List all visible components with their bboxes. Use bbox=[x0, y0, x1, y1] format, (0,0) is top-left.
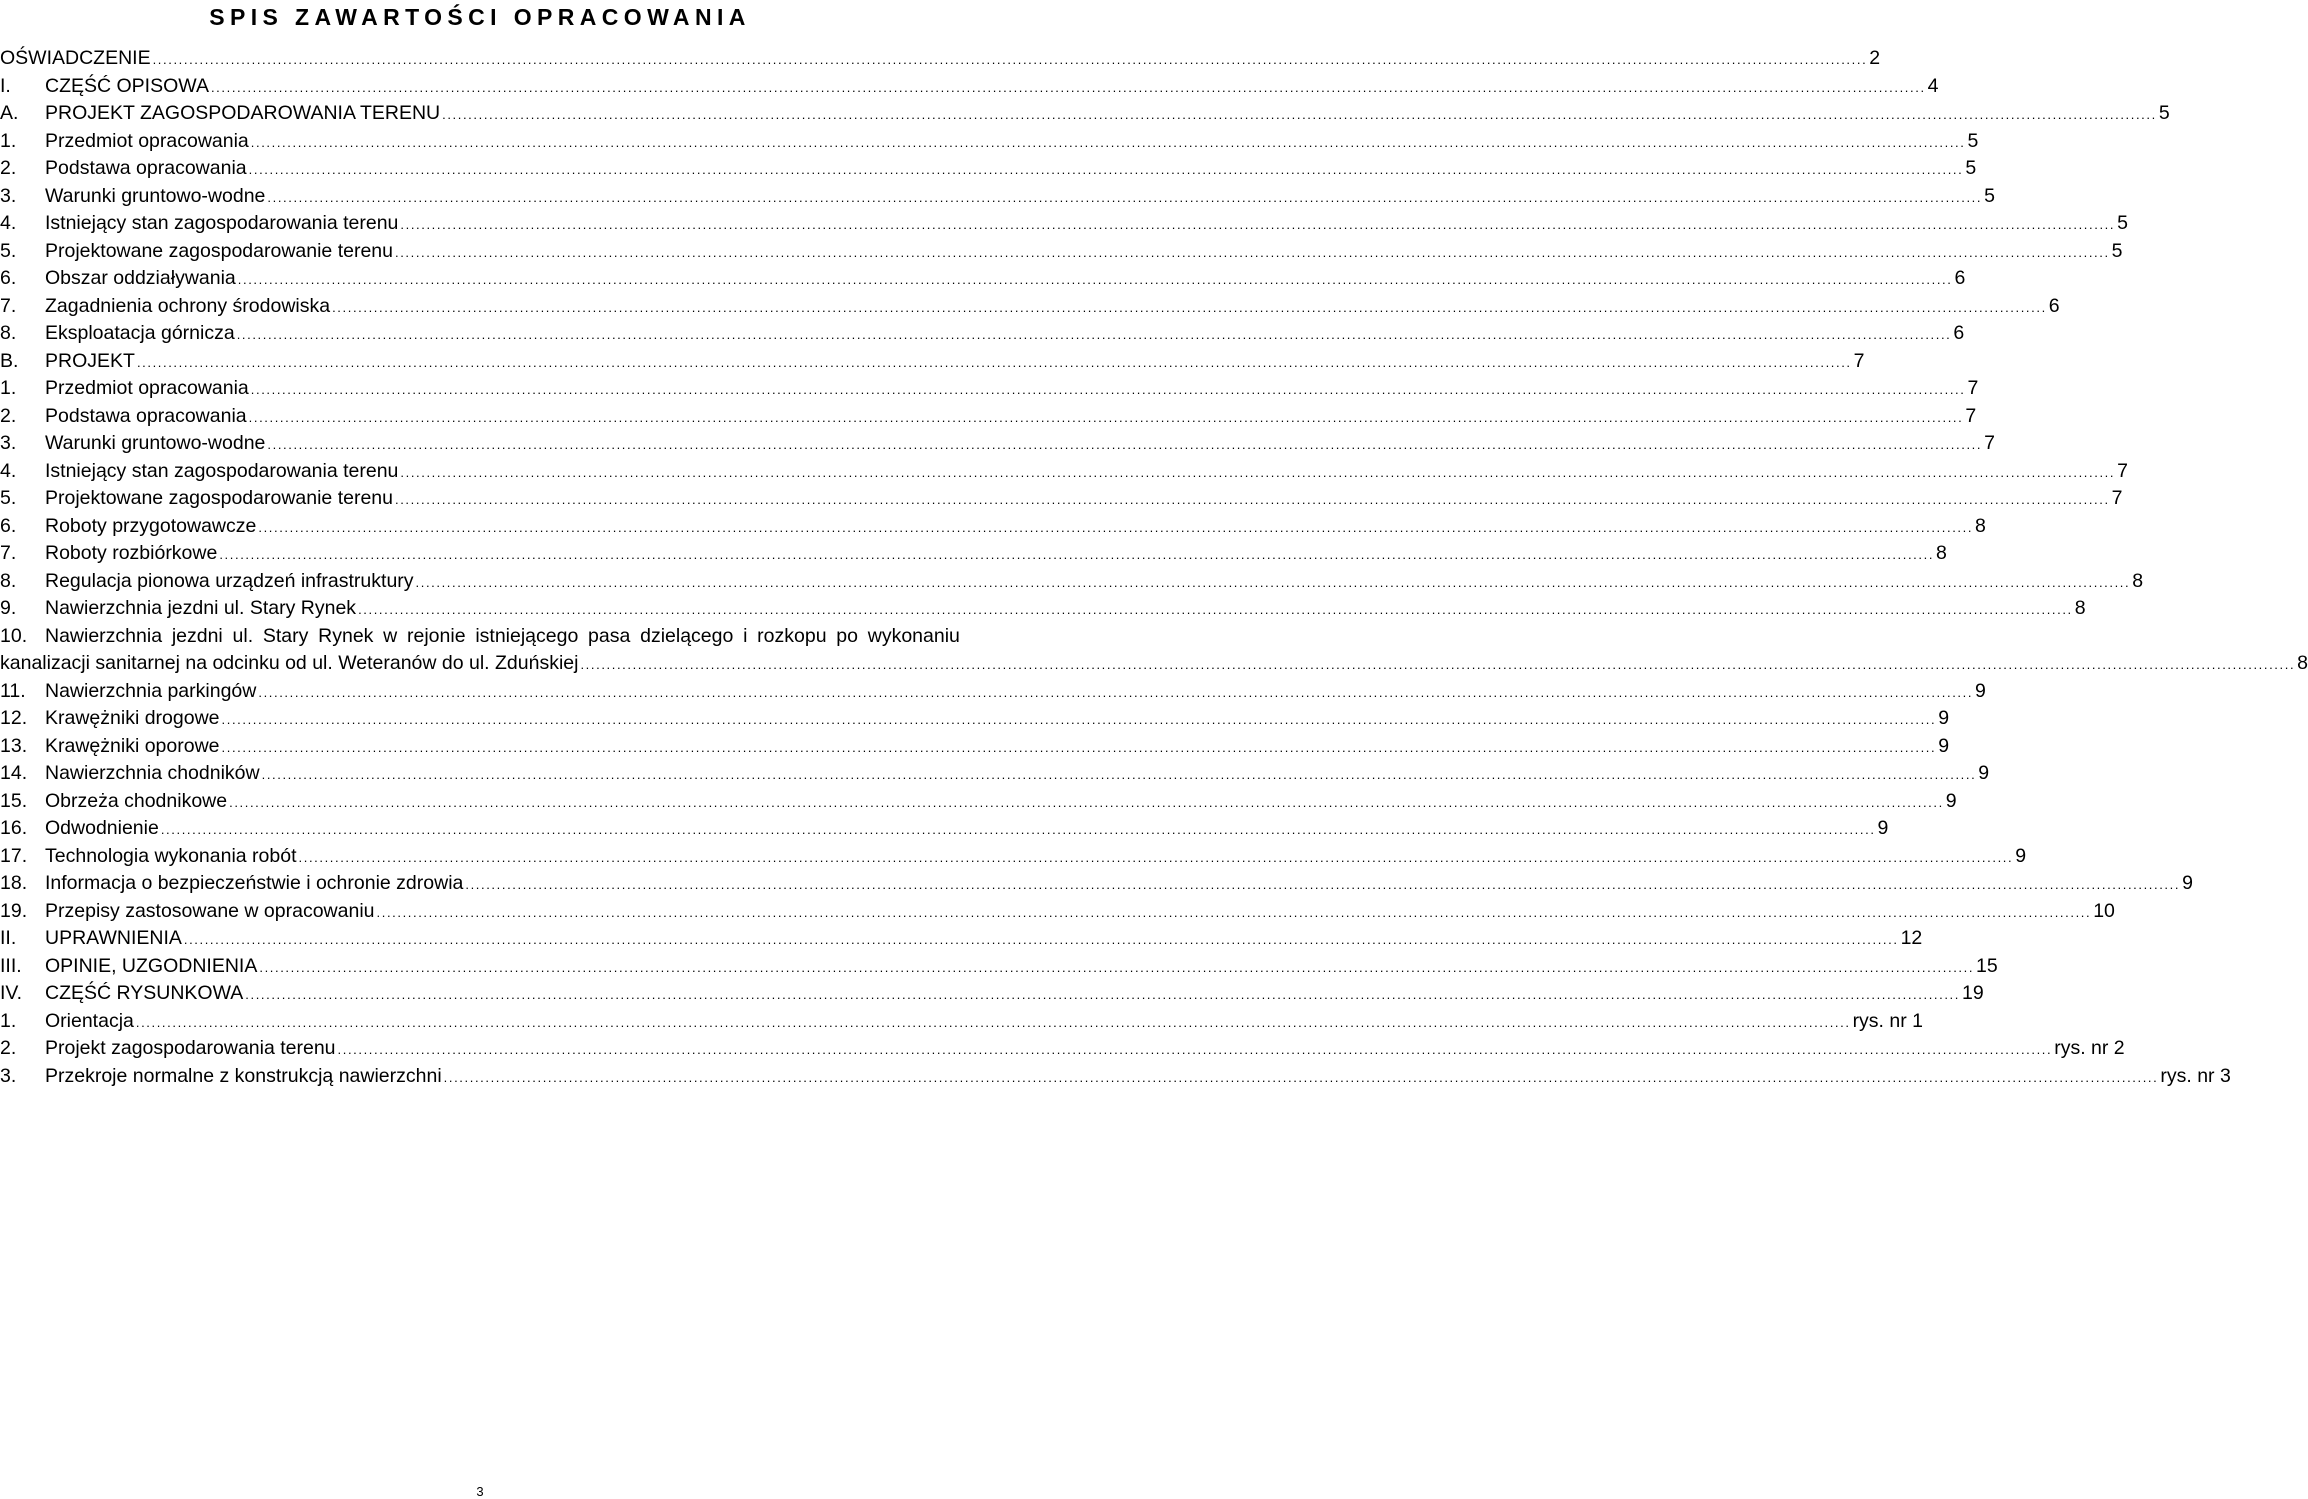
toc-entry[interactable] bbox=[0, 733, 1950, 761]
toc-entry-number: 10. bbox=[0, 624, 28, 647]
toc-entry-number: 6. bbox=[0, 267, 17, 289]
toc-entry-page: rys. nr 3 bbox=[2160, 1064, 2231, 1087]
toc-entry[interactable] bbox=[0, 348, 1865, 376]
toc-entry[interactable] bbox=[0, 293, 2060, 321]
toc-entry-word: pasa bbox=[588, 624, 631, 647]
toc-entry-page: 8 bbox=[2074, 597, 2086, 619]
toc-leader-dots bbox=[219, 541, 1934, 569]
toc-entry-word: Rynek bbox=[318, 624, 374, 647]
toc-leader-dots bbox=[229, 789, 1944, 817]
toc-entry-label: Przedmiot opracowania bbox=[45, 129, 249, 152]
toc-section-rest bbox=[0, 678, 2231, 1091]
toc-entry-page: 9 bbox=[1877, 817, 1889, 839]
toc-entry-label: Nawierzchnia parkingów bbox=[45, 679, 257, 702]
toc-leader-dots bbox=[400, 459, 2115, 487]
toc-entry[interactable] bbox=[0, 953, 1998, 981]
toc-leader-dots bbox=[442, 101, 2157, 129]
toc-entry[interactable] bbox=[0, 1035, 2125, 1063]
toc-entry-page: 6 bbox=[1954, 267, 1966, 289]
toc-entry-page: 2 bbox=[1869, 47, 1881, 69]
toc-leader-dots bbox=[400, 211, 2115, 239]
toc-entry-page: 12 bbox=[1900, 927, 1923, 949]
toc-leader-dots bbox=[153, 46, 1868, 74]
toc-entry-page: 5 bbox=[2158, 102, 2170, 124]
toc-leader-dots bbox=[332, 294, 2047, 322]
toc-entry-number: 7. bbox=[0, 294, 17, 317]
toc-entry-word: rejonie bbox=[407, 624, 466, 647]
toc-entry-number: 2. bbox=[0, 157, 17, 179]
toc-leader-dots bbox=[262, 761, 1977, 789]
toc-entry-number: 8. bbox=[0, 322, 17, 344]
toc-entry-label: Eksploatacja górnicza bbox=[45, 322, 235, 344]
toc-entry-label: Technologia wykonania robót bbox=[45, 844, 297, 867]
toc-leader-dots bbox=[258, 514, 1973, 542]
document-title: SPIS ZAWARTOŚCI OPRACOWANIA bbox=[209, 4, 751, 30]
toc-leader-dots bbox=[259, 954, 1974, 982]
toc-leader-dots bbox=[136, 1009, 1851, 1037]
toc-leader-dots bbox=[395, 486, 2110, 514]
toc-entry-label: Istniejący stan zagospodarowania terenu bbox=[45, 212, 399, 234]
toc-leader-dots bbox=[258, 679, 1973, 707]
toc-entry-page: 5 bbox=[1967, 129, 1979, 152]
toc-entry-label: Nawierzchnia jezdni ul. Stary Rynek bbox=[45, 597, 357, 619]
toc-entry[interactable] bbox=[0, 73, 1939, 101]
toc-entry[interactable] bbox=[0, 430, 1995, 458]
toc-entry-long-second-line bbox=[0, 650, 2308, 678]
toc-entry-label: Przekroje normalne z konstrukcją nawierzchni bbox=[45, 1064, 442, 1087]
toc-leader-dots bbox=[137, 349, 1852, 377]
toc-entry[interactable] bbox=[0, 265, 1966, 293]
toc-entry-label: Przepisy zastosowane w opracowaniu bbox=[45, 899, 375, 922]
toc-entry-number: A. bbox=[0, 102, 19, 124]
toc-entry-long[interactable] bbox=[0, 623, 2308, 678]
toc-entry-word: Nawierzchnia bbox=[45, 624, 163, 647]
toc-entry[interactable] bbox=[0, 403, 1977, 431]
toc-entry-page: 8 bbox=[2132, 569, 2144, 592]
toc-entry-number: II. bbox=[0, 927, 17, 949]
toc-leader-dots bbox=[338, 1036, 2053, 1064]
toc-leader-dots bbox=[249, 404, 1964, 432]
toc-entry-page: 8 bbox=[1936, 542, 1947, 564]
toc-entry[interactable] bbox=[0, 815, 1889, 843]
toc-entry-label: CZĘŚĆ RYSUNKOWA bbox=[45, 982, 244, 1004]
toc-leader-dots bbox=[251, 129, 1966, 157]
toc-entry-page: 7 bbox=[2117, 459, 2128, 482]
toc-entry-page: 9 bbox=[1938, 707, 1950, 729]
toc-entry-number: 2. bbox=[0, 404, 17, 427]
toc-entry[interactable] bbox=[0, 980, 1984, 1008]
toc-entry-page: 8 bbox=[2297, 652, 2308, 674]
toc-entry-number: 11. bbox=[0, 679, 26, 702]
toc-leader-dots bbox=[465, 871, 2180, 899]
toc-section-main bbox=[0, 45, 2170, 623]
toc-entry-label: Obrzeża chodnikowe bbox=[45, 789, 228, 812]
toc-entry-page: 7 bbox=[1984, 432, 1995, 454]
toc-entry-page: 7 bbox=[1967, 377, 1979, 399]
toc-entry-label: Projekt zagospodarowania terenu bbox=[45, 1037, 336, 1059]
toc-entry-number: 16. bbox=[0, 817, 28, 839]
toc-entry-page: 9 bbox=[1945, 789, 1957, 812]
toc-entry[interactable] bbox=[0, 238, 2123, 266]
toc-entry[interactable] bbox=[0, 705, 1950, 733]
toc-entry-label: OPINIE, UZGODNIENIA bbox=[45, 954, 258, 977]
toc-entry[interactable] bbox=[0, 568, 2144, 596]
page-number: 3 bbox=[476, 1484, 484, 1499]
toc-entry[interactable] bbox=[0, 210, 2128, 238]
toc-leader-dots bbox=[161, 816, 1876, 844]
toc-entry[interactable] bbox=[0, 870, 2193, 898]
toc-entry-label: Warunki gruntowo-wodne bbox=[45, 432, 266, 454]
toc-entry-word: po bbox=[836, 624, 858, 647]
toc-entry-number: III. bbox=[0, 954, 22, 977]
toc-leader-dots bbox=[267, 184, 1982, 212]
toc-entry[interactable] bbox=[0, 100, 2170, 128]
toc-entry-number: 9. bbox=[0, 597, 17, 619]
toc-entry[interactable] bbox=[0, 760, 1990, 788]
toc-entry-number: B. bbox=[0, 349, 19, 372]
toc-entry-page: 4 bbox=[1927, 74, 1939, 97]
toc-entry-word: w bbox=[383, 624, 398, 647]
toc-entry-page: 8 bbox=[1975, 514, 1986, 537]
toc-entry[interactable] bbox=[0, 898, 2115, 926]
toc-entry-page: 10 bbox=[2093, 899, 2115, 922]
toc-entry-number: 1. bbox=[0, 129, 17, 152]
toc-entry-page: 15 bbox=[1976, 954, 1998, 977]
toc-entry-label: Informacja o bezpieczeństwie i ochronie zdrowia bbox=[45, 872, 464, 894]
toc-entry-label: Regulacja pionowa urządzeń infrastruktury bbox=[45, 569, 414, 592]
toc-entry-label: Roboty przygotowawcze bbox=[45, 514, 257, 537]
toc-entry-label: UPRAWNIENIA bbox=[45, 927, 182, 949]
toc-leader-dots bbox=[245, 981, 1960, 1009]
toc-entry-page: 19 bbox=[1961, 982, 1984, 1004]
toc-entry-number: 2. bbox=[0, 1037, 17, 1059]
toc-leader-dots bbox=[237, 321, 1952, 349]
toc-entry-page: 5 bbox=[2117, 212, 2128, 234]
toc-entry[interactable] bbox=[0, 128, 1979, 156]
toc-entry-label: Odwodnienie bbox=[45, 817, 159, 839]
toc-entry-label: Projektowane zagospodarowanie terenu bbox=[45, 239, 393, 262]
toc-entry-label: Przedmiot opracowania bbox=[45, 377, 249, 399]
toc-entry-long-continuation: kanalizacji sanitarnej na odcinku od ul. Weteranów do ul. Zduńskiej bbox=[0, 652, 579, 674]
toc-entry-number: 1. bbox=[0, 1009, 17, 1032]
toc-entry[interactable] bbox=[0, 183, 1995, 211]
toc-entry-number: 3. bbox=[0, 1064, 17, 1087]
toc-entry-page: 9 bbox=[2015, 844, 2027, 867]
toc-entry-label: Podstawa opracowania bbox=[45, 404, 247, 427]
toc-entry-number: 14. bbox=[0, 762, 28, 784]
toc-entry-page: 9 bbox=[1978, 762, 1990, 784]
toc-entry-page: 9 bbox=[1975, 679, 1986, 702]
toc-entry-number: 19. bbox=[0, 899, 28, 922]
toc-entry-word: istniejącego bbox=[475, 624, 579, 647]
toc-entry-number: 4. bbox=[0, 212, 17, 234]
toc-entry-label: Warunki gruntowo-wodne bbox=[45, 184, 266, 207]
toc-entry[interactable] bbox=[0, 1008, 1923, 1036]
toc-entry-number: 3. bbox=[0, 184, 17, 207]
toc-entry-page: 6 bbox=[1953, 322, 1965, 344]
toc-entry-page: 9 bbox=[1938, 734, 1950, 757]
toc-entry-label: PROJEKT bbox=[45, 349, 135, 372]
toc-leader-dots bbox=[238, 266, 1953, 294]
toc-entry-page: 7 bbox=[1853, 349, 1865, 372]
toc-entry-label: Roboty rozbiórkowe bbox=[45, 542, 218, 564]
toc-leader-dots bbox=[299, 844, 2014, 872]
toc-entry-word: ul. bbox=[232, 624, 254, 647]
toc-entry[interactable] bbox=[0, 155, 1977, 183]
toc-entry-label: OŚWIADCZENIE bbox=[0, 47, 151, 69]
toc-leader-dots bbox=[222, 706, 1937, 734]
toc-entry-word: Stary bbox=[262, 624, 309, 647]
toc-entry-label: Obszar oddziaływania bbox=[45, 267, 236, 289]
toc-leader-dots bbox=[249, 156, 1964, 184]
toc-leader-dots bbox=[211, 74, 1926, 102]
toc-entry-number: IV. bbox=[0, 982, 23, 1004]
toc-leader-dots bbox=[395, 239, 2110, 267]
toc-entry-label: CZĘŚĆ OPISOWA bbox=[45, 74, 209, 97]
toc-entry[interactable] bbox=[0, 843, 2027, 871]
toc-leader-dots bbox=[416, 569, 2131, 597]
toc-leader-dots bbox=[267, 431, 1982, 459]
toc-entry-page: 5 bbox=[1965, 157, 1977, 179]
toc-entry-long-first-line bbox=[0, 623, 960, 651]
toc-entry[interactable] bbox=[0, 595, 2086, 623]
toc-entry[interactable] bbox=[0, 1063, 2231, 1091]
toc-entry-number: 3. bbox=[0, 432, 17, 454]
toc-entry-label: PROJEKT ZAGOSPODAROWANIA TERENU bbox=[45, 102, 441, 124]
toc-entry-number: 17. bbox=[0, 844, 28, 867]
toc-entry[interactable] bbox=[0, 45, 1881, 73]
toc-entry-page: 6 bbox=[2048, 294, 2060, 317]
toc-entry-label: Podstawa opracowania bbox=[45, 157, 247, 179]
toc-entry-number: 15. bbox=[0, 789, 28, 812]
toc-entry[interactable] bbox=[0, 458, 2128, 486]
toc-entry-page: 7 bbox=[1965, 404, 1977, 427]
toc-entry-label: Krawężniki oporowe bbox=[45, 734, 220, 757]
toc-entry-label: Istniejący stan zagospodarowania terenu bbox=[45, 459, 399, 482]
toc-entry-number: 8. bbox=[0, 569, 17, 592]
toc-leader-dots bbox=[444, 1064, 2159, 1092]
toc-entry[interactable] bbox=[0, 678, 1986, 706]
toc-leader-dots bbox=[580, 651, 2295, 679]
toc-leader-dots bbox=[377, 899, 2092, 927]
toc-entry-page: rys. nr 2 bbox=[2054, 1037, 2125, 1059]
toc-entry[interactable] bbox=[0, 925, 1923, 953]
toc-entry-number: I. bbox=[0, 74, 11, 97]
toc-leader-dots bbox=[358, 596, 2073, 624]
toc-entry-label: Projektowane zagospodarowanie terenu bbox=[45, 487, 393, 509]
toc-entry-word: i bbox=[743, 624, 748, 647]
toc-entry-label: Nawierzchnia chodników bbox=[45, 762, 260, 784]
toc-entry-page: 9 bbox=[2182, 872, 2193, 894]
toc-entry-number: 4. bbox=[0, 459, 17, 482]
table-of-contents bbox=[0, 45, 2308, 1090]
toc-entry-page: 5 bbox=[2111, 239, 2123, 262]
toc-entry-number: 12. bbox=[0, 707, 28, 729]
toc-entry-page: 7 bbox=[2111, 487, 2123, 509]
toc-entry[interactable] bbox=[0, 513, 1986, 541]
toc-entry-number: 6. bbox=[0, 514, 17, 537]
toc-entry-page: rys. nr 1 bbox=[1852, 1009, 1923, 1032]
toc-entry-number: 18. bbox=[0, 872, 28, 894]
toc-entry-word: wykonaniu bbox=[867, 624, 960, 647]
toc-entry-label: Orientacja bbox=[45, 1009, 134, 1032]
toc-leader-dots bbox=[251, 376, 1966, 404]
toc-entry-label: Zagadnienia ochrony środowiska bbox=[45, 294, 331, 317]
toc-entry-page: 5 bbox=[1984, 184, 1995, 207]
toc-leader-dots bbox=[222, 734, 1937, 762]
toc-entry-number: 1. bbox=[0, 377, 17, 399]
toc-entry-label: Krawężniki drogowe bbox=[45, 707, 220, 729]
toc-entry[interactable] bbox=[0, 540, 1947, 568]
toc-leader-dots bbox=[184, 926, 1899, 954]
toc-entry[interactable] bbox=[0, 485, 2123, 513]
toc-entry-long-words bbox=[45, 623, 960, 651]
toc-entry-word: dzielącego bbox=[640, 624, 734, 647]
toc-entry-number: 7. bbox=[0, 542, 17, 564]
toc-entry-word: jezdni bbox=[171, 624, 223, 647]
toc-entry-number: 5. bbox=[0, 487, 17, 509]
toc-entry-number: 13. bbox=[0, 734, 28, 757]
toc-entry-number: 5. bbox=[0, 239, 17, 262]
toc-entry[interactable] bbox=[0, 788, 1957, 816]
toc-entry[interactable] bbox=[0, 375, 1979, 403]
toc-entry[interactable] bbox=[0, 320, 1965, 348]
toc-entry-word: rozkopu bbox=[757, 624, 827, 647]
